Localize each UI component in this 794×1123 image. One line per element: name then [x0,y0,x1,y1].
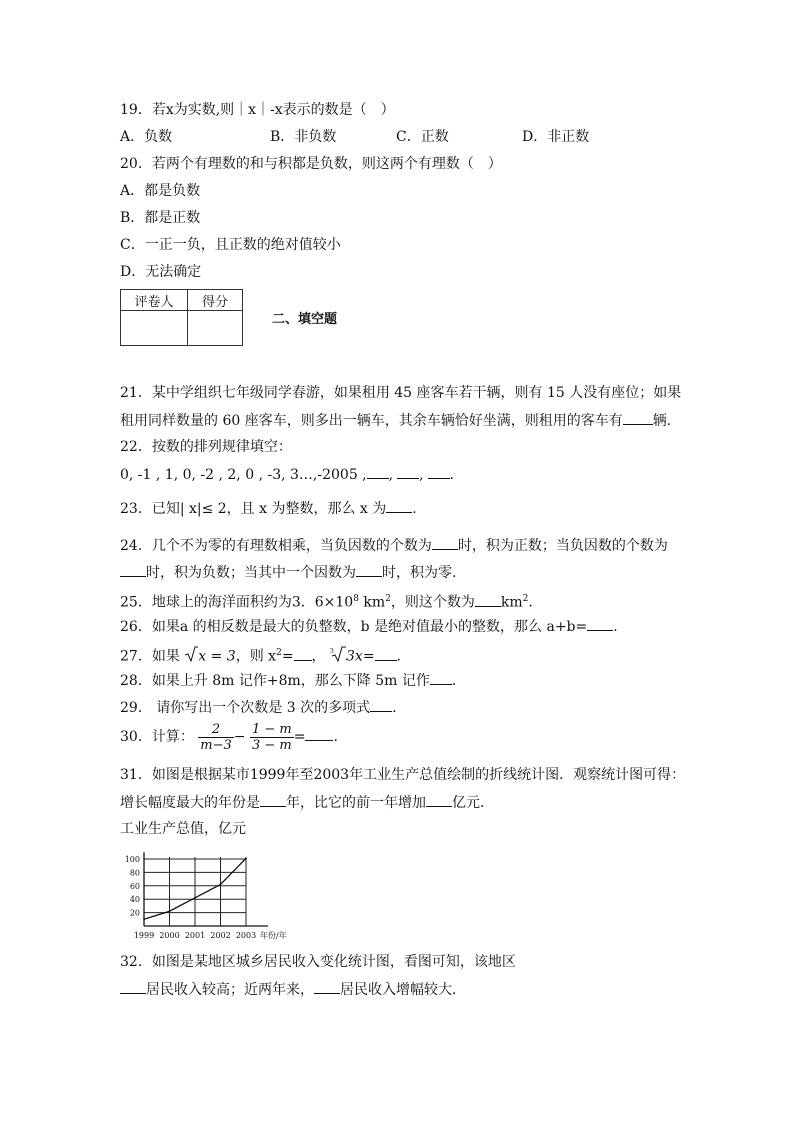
q28-blank[interactable] [430,670,452,685]
q25-blank[interactable] [475,592,501,607]
q32-line1: 32．如图是某地区城乡居民收入变化统计图，看图可知，该地区 [120,954,516,970]
fraction-2: $\frac{1 - m}{3 - m}$ [251,721,292,753]
score-table [120,289,243,346]
data-point [143,919,145,921]
q22-blank-3[interactable] [428,464,450,479]
q31-blank-2[interactable] [426,792,452,807]
q32-blank-1[interactable] [120,979,146,994]
q24-blank-2[interactable] [120,562,146,577]
q30-blank[interactable] [305,726,333,741]
q19-option-b: B．非负数 [270,129,337,145]
grader-header: 评卷人 [121,290,188,311]
q20-option-c: C．一正一负，且正数的绝对值较小 [120,237,341,253]
q29-blank[interactable] [370,697,392,712]
q19-option-c: C．正数 [396,129,449,145]
x-tick-label: 1999 [133,931,155,940]
q22-line1: 22．按数的排列规律填空： [120,439,292,455]
q27-blank-2[interactable] [375,646,397,661]
data-point [245,858,247,860]
y-tick-label: 60 [129,881,140,891]
q20-stem: 20．若两个有理数的和与积都是负数，则这两个有理数（ ） [120,156,502,172]
q24-blank-1[interactable] [432,535,458,550]
data-point [194,897,196,899]
q24-blank-3[interactable] [356,562,382,577]
q26: 26．如果a 的相反数是最大的负整数，b 是绝对值最小的整数，那么 a+b= . [120,616,618,637]
q22-blank-1[interactable] [367,464,389,479]
x-tick-label: 2001 [184,931,206,940]
q21-line2: 租用同样数量的 60 座客车，则多出一辆车，其余车辆恰好坐满，则租用的客车有 辆. [120,410,671,431]
x-tick-label: 2000 [159,931,180,940]
q22-line2: 0, -1 , 1, 0, -2 , 2, 0 , -3, 3…,-2005 , , , . [120,464,454,485]
q19-option-a: A．负数 [120,129,173,145]
chart-caption: 工业生产总值，亿元 [120,821,246,837]
q31-line2: 增长幅度最大的年份是 年，比它的前一年增加 亿元． [120,792,494,813]
score-cell[interactable] [188,311,243,346]
line-chart [118,845,308,945]
q21-line1: 21．某中学组织七年级同学春游，如果租用 45 座客车若干辆，则有 15 人没有座位；如果 [120,385,682,401]
y-tick-label: 100 [124,855,140,864]
q19-option-d: D．非正数 [522,129,590,145]
grader-cell[interactable] [121,311,188,346]
q22-blank-2[interactable] [397,464,419,479]
q23-blank[interactable] [386,498,412,513]
q19-stem: 19．若x为实数,则｜x｜-x表示的数是（ ） [120,102,395,118]
q31-line1: 31．如图是根据某市1999年至2003年工业生产总值绘制的折线统计图．观察统计图可得： [120,767,686,783]
data-point [169,910,171,912]
q32-line2: 居民收入较高；近两年来， 居民收入增幅较大． [120,979,466,1000]
q20-option-b: B．都是正数 [120,210,201,226]
x-tick-label: 2002 [210,931,231,940]
cube-root-icon [330,646,346,668]
section-title: 二、填空题 [272,312,338,327]
y-tick-label: 40 [129,895,140,905]
q20-option-d: D．无法确定 [120,264,202,280]
x-axis-label: 年份/年 [260,931,287,940]
y-tick-label: 20 [129,908,140,918]
q31-blank-1[interactable] [260,792,286,807]
q27-blank-1[interactable] [294,646,312,661]
fraction-1: $\frac{2}{m-3}$ [200,721,232,753]
x-tick-label: 2003 [235,931,257,940]
q24-line1: 24．几个不为零的有理数相乘，当负因数的个数为 时，积为正数；当负因数的个数为 [120,535,668,556]
q25: 25．地球上的海洋面积约为3．$6\times 10^8$ $km^2$，则这个数为 $km^2$. [120,589,533,613]
q21-blank[interactable] [623,410,653,425]
y-tick-label: 80 [129,868,140,878]
q26-blank[interactable] [587,616,613,631]
q30: 30．计算： $\frac{2}{m-3}$ − $\frac{1 - m}{3 - m}$ = . [120,721,338,753]
q23: 23．已知| x|≤ 2，且 x 为整数，那么 x 为 . [120,498,417,519]
q28: 28．如果上升 8m 记作+8m，那么下降 5m 记作 . [120,670,456,691]
sqrt-x-icon [184,646,198,668]
q29: 29． 请你写出一个次数是 3 次的多项式 . [120,697,397,718]
score-header: 得分 [188,290,243,311]
q20-option-a: A．都是负数 [120,183,201,199]
svg-text:3: 3 [330,647,334,655]
q24-line2: 时，积为负数；当其中一个因数为 时，积为零. [120,562,456,583]
q32-blank-2[interactable] [314,979,340,994]
data-point [220,884,222,886]
q27: 27．如果 x = 3，则 $x^2=$ ， 3 3x= . [120,643,401,668]
